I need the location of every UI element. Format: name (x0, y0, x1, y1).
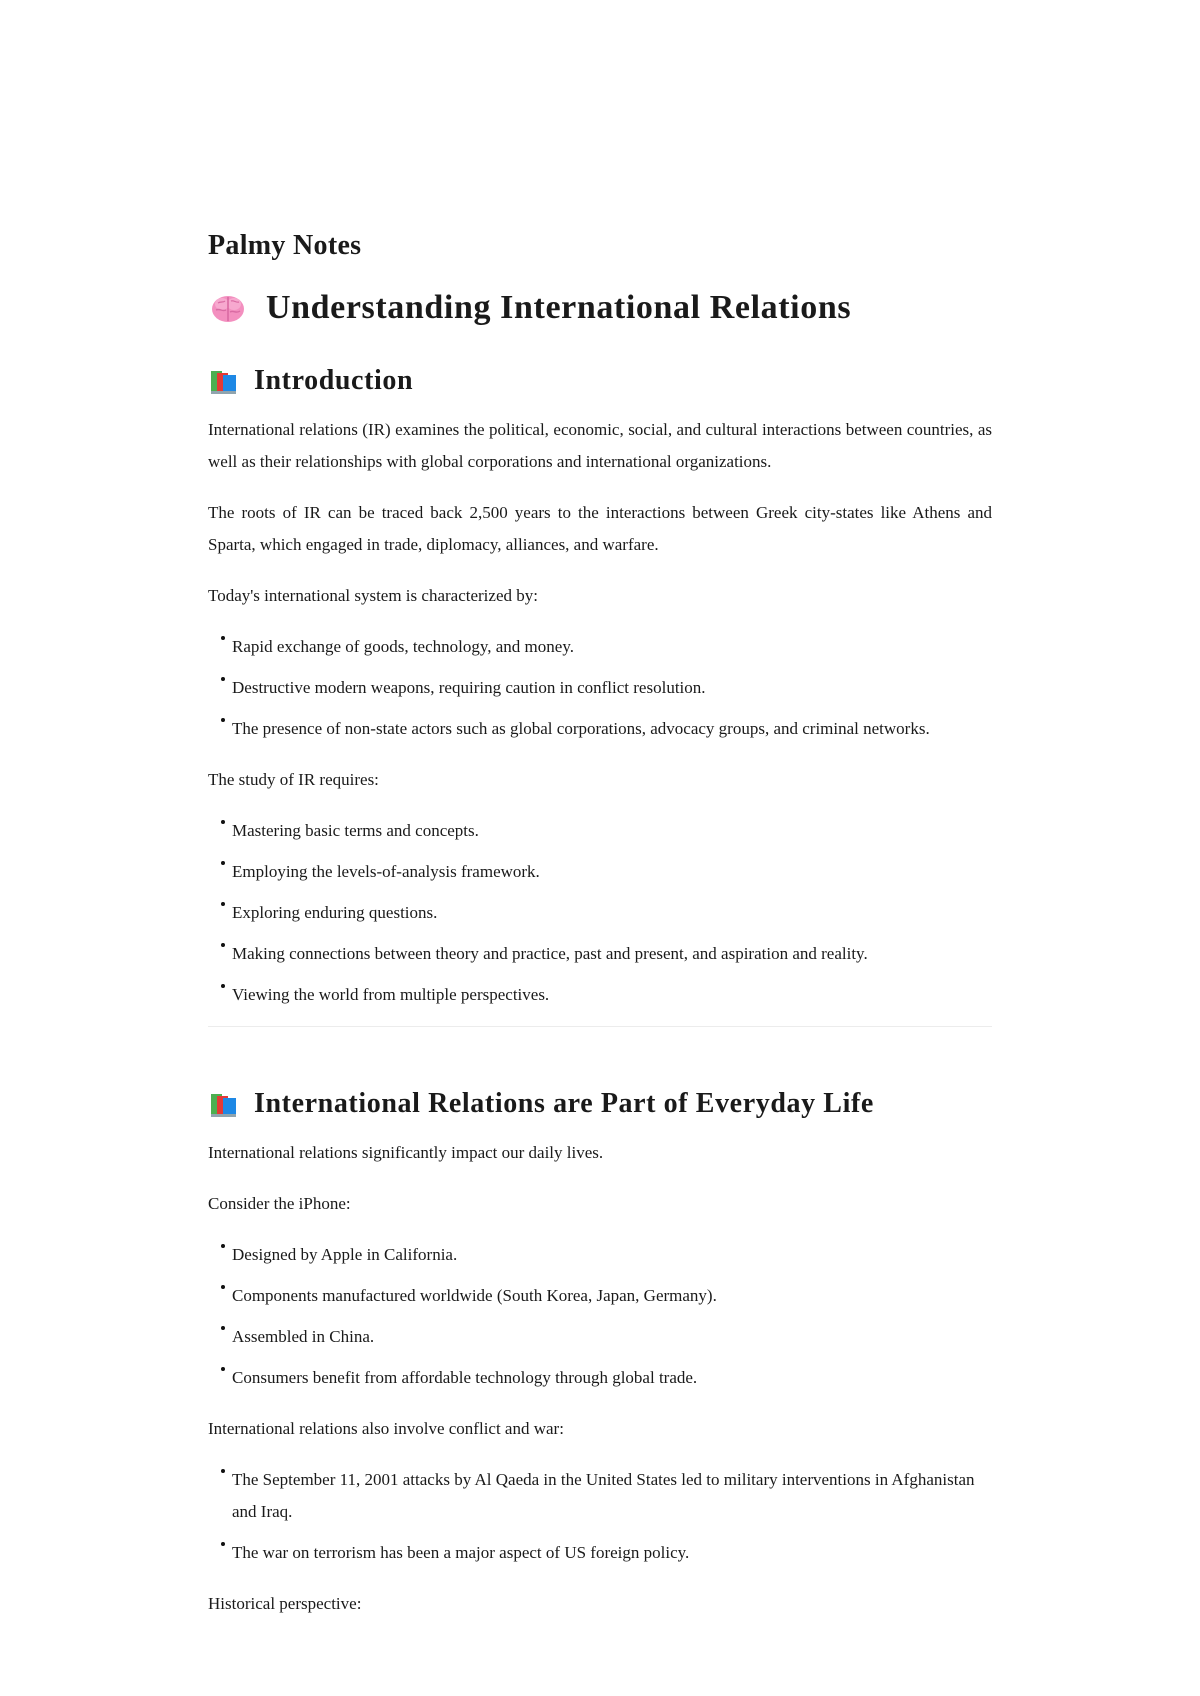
bullet-icon (221, 1367, 225, 1371)
section-heading (208, 362, 992, 400)
bullet-icon (221, 1326, 225, 1330)
list-item-text: Viewing the world from multiple perspectives. (232, 985, 550, 1004)
paragraph: Consider the iPhone: (208, 1194, 351, 1213)
list-item (232, 1280, 992, 1312)
app-title: Palmy Notes (208, 230, 362, 261)
bullet-icon (221, 1285, 225, 1289)
bullet-icon (221, 677, 225, 681)
list-item (232, 938, 992, 970)
list-item-text: The September 11, 2001 attacks by Al Qaeda in the United States led to military interventions in Afghanistan and Iraq. (232, 1470, 975, 1521)
bullet-icon (221, 1469, 225, 1473)
list-item-text: Designed by Apple in California. (232, 1245, 458, 1264)
list-item (232, 1321, 992, 1353)
bullet-list (208, 1464, 992, 1569)
section-divider (208, 1026, 992, 1027)
books-icon (208, 1088, 240, 1120)
list-item (232, 631, 992, 663)
paragraph: The study of IR requires: (208, 770, 379, 789)
list-item-text: Making connections between theory and practice, past and present, and aspiration and reality. (232, 944, 868, 963)
bullet-icon (221, 718, 225, 722)
list-item-text: Rapid exchange of goods, technology, and money. (232, 637, 574, 656)
list-item (232, 1537, 992, 1569)
list-item-text: Exploring enduring questions. (232, 903, 438, 922)
section-everyday-life (208, 1085, 992, 1620)
list-item (232, 897, 992, 929)
list-item (232, 1464, 992, 1528)
paragraph: International relations significantly impact our daily lives. (208, 1143, 604, 1162)
brain-icon (208, 288, 248, 328)
books-icon (208, 365, 240, 397)
paragraph: Historical perspective: (208, 1594, 362, 1613)
bullet-list (208, 1239, 992, 1394)
section-introduction (208, 362, 992, 1011)
bullet-icon (221, 861, 225, 865)
list-item-text: Components manufactured worldwide (South Korea, Japan, Germany). (232, 1286, 717, 1305)
list-item-text: Assembled in China. (232, 1327, 375, 1346)
bullet-icon (221, 902, 225, 906)
list-item (232, 1239, 992, 1271)
paragraph: The roots of IR can be traced back 2,500 years to the interactions between Greek city-states like Athens and Sparta, which engaged in trade, diplomacy, alliances, and warfare. (208, 503, 992, 554)
bullet-list (208, 631, 992, 745)
bullet-icon (221, 636, 225, 640)
section-heading-text: Introduction (254, 365, 414, 396)
section-heading-text: International Relations are Part of Everyday Life (254, 1088, 874, 1119)
list-item-text: Mastering basic terms and concepts. (232, 821, 479, 840)
list-item-text: Consumers benefit from affordable technology through global trade. (232, 1368, 698, 1387)
list-item-text: The war on terrorism has been a major aspect of US foreign policy. (232, 1543, 690, 1562)
list-item (232, 979, 992, 1011)
list-item (232, 713, 992, 745)
section-heading (208, 1085, 992, 1123)
list-item (232, 815, 992, 847)
document-title-text: Understanding International Relations (266, 289, 852, 326)
list-item-text: The presence of non-state actors such as global corporations, advocacy groups, and criminal networks. (232, 719, 930, 738)
list-item-text: Employing the levels-of-analysis framework. (232, 862, 540, 881)
bullet-icon (221, 820, 225, 824)
paragraph: Today's international system is characterized by: (208, 586, 538, 605)
bullet-icon (221, 943, 225, 947)
bullet-icon (221, 1244, 225, 1248)
paragraph: International relations (IR) examines the political, economic, social, and cultural interactions between countries, as well as their relationships with global corporations and international organizations. (208, 420, 992, 471)
bullet-icon (221, 1542, 225, 1546)
list-item-text: Destructive modern weapons, requiring caution in conflict resolution. (232, 678, 706, 697)
list-item (232, 1362, 992, 1394)
list-item (232, 856, 992, 888)
paragraph: International relations also involve conflict and war: (208, 1419, 564, 1438)
bullet-list (208, 815, 992, 1011)
document-title (208, 286, 992, 330)
bullet-icon (221, 984, 225, 988)
list-item (232, 672, 992, 704)
